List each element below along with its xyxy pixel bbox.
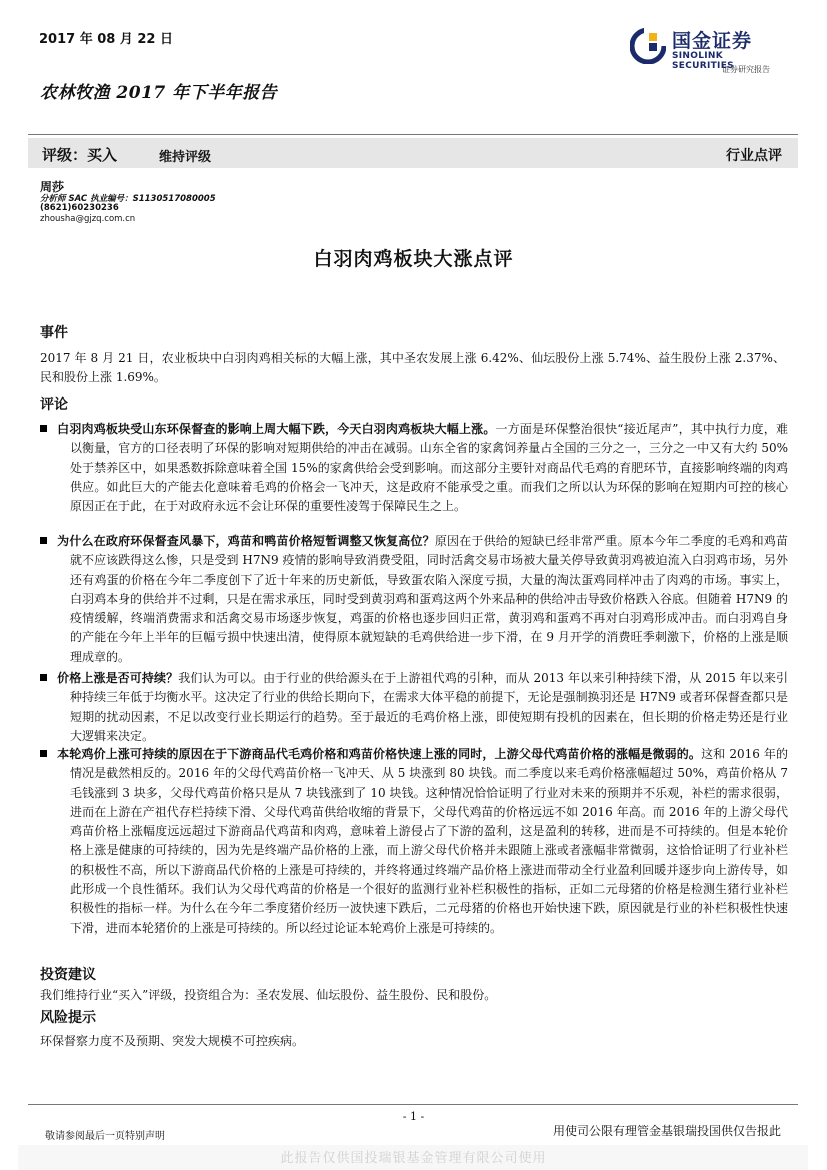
rating-bar bbox=[28, 138, 798, 168]
author-phone: (8621)60230236 bbox=[40, 203, 119, 213]
event-text: 2017 年 8 月 21 日，农业板块中白羽肉鸡相关标的大幅上涨，其中圣农发展上涨 6.42%、仙坛股份上涨 5.74%、益生股份上涨 2.37%、民和股份上涨 1.69%。 bbox=[40, 351, 785, 385]
rating-label: 评级：买入 bbox=[42, 146, 118, 164]
bullet-square-icon bbox=[40, 674, 47, 681]
report-date: 2017 年 08 月 22 日 bbox=[39, 32, 173, 47]
rating-maintain: 维持评级 bbox=[159, 150, 212, 165]
header-divider bbox=[28, 134, 798, 135]
bullet-square-icon bbox=[40, 750, 47, 757]
footer-divider bbox=[28, 1104, 798, 1105]
watermark-text: 此报告仅供国投瑞银基金管理有限公司使用 bbox=[280, 1151, 547, 1166]
report-type: 农林牧渔 2017 年下半年报告 bbox=[40, 83, 278, 103]
logo-subtitle: 证券研究报告 bbox=[722, 65, 770, 74]
invest-heading: 投资建议 bbox=[40, 967, 96, 983]
comment-heading: 评论 bbox=[40, 397, 68, 413]
author-name: 周莎 bbox=[40, 180, 65, 194]
bullet-square-icon bbox=[40, 425, 47, 432]
bullet-body: 我们认为可以。由于行业的供给源头在于上游祖代鸡的引种，而从 2013 年以来引种持续下滑，从 2015 年以来引种持续三年低于均衡水平。这决定了行业的供给长期向下，在需求大体平稳的前提下，无论是强制换羽还是 H7N9 或者环保督查都只是短期的扰动因素，不足以改变行业长期运行的趋势。至于最近的毛鸡价格上涨，即使短期有投机的因素在，但长期的价格走势还是行业大逻辑来决定。 bbox=[70, 671, 788, 743]
comment-bullet bbox=[40, 420, 788, 516]
bullet-lead: 本轮鸡价上涨可持续的原因在于下游商品代毛鸡价格和鸡苗价格快速上涨的同时，上游父母代鸡苗价格的涨幅是微弱的。 bbox=[57, 747, 702, 761]
sinolink-logo bbox=[628, 24, 788, 80]
bullet-body: 一方面是环保整治很快“接近尾声”，其中执行力度，难以衡量，官方的口径表明了环保的影响对短期供给的冲击在减弱。山东全省的家禽饲养量占全国的三分之一，三分之一中又有大约 50%处于禁养区中，如果悉数拆除意味着全国 15%的家禽供给会受到影响。而这部分主要针对商品代毛鸡的育肥环节，直接影响终端的肉鸡供应。如此巨大的产能去化意味着毛鸡的价格会一飞冲天，这是政府不能承受之重。而我们之所以认为环保的影响在短期内可控的核心原因正在于此，在于对政府永远不会让环保的重要性凌驾于保障民生之上。 bbox=[70, 422, 788, 514]
page-number: - 1 - bbox=[402, 1110, 425, 1123]
report-category: 行业点评 bbox=[726, 148, 782, 164]
risk-heading: 风险提示 bbox=[40, 1010, 96, 1026]
footer-note: 用使司公限有理管金基银瑞投国供仅告报此 bbox=[552, 1124, 781, 1138]
comment-bullet bbox=[40, 532, 788, 667]
author-email[interactable]: zhousha@gjzq.com.cn bbox=[40, 214, 136, 224]
comment-bullet bbox=[40, 745, 788, 938]
logo-text-cn: 国金证券 bbox=[672, 30, 753, 52]
invest-text: 我们维持行业“买入”评级，投资组合为：圣农发展、仙坛股份、益生股份、民和股份。 bbox=[40, 988, 497, 1002]
bullet-square-icon bbox=[40, 537, 47, 544]
comment-bullet bbox=[40, 669, 788, 746]
logo-text-en: SINOLINK SECURITIES bbox=[672, 51, 734, 71]
footer-disclaimer: 敬请参阅最后一页特别声明 bbox=[45, 1131, 165, 1142]
event-heading: 事件 bbox=[40, 325, 68, 341]
bullet-lead: 价格上涨是否可持续？ bbox=[57, 671, 179, 685]
bullet-lead: 白羽肉鸡板块受山东环保督查的影响上周大幅下跌，今天白羽肉鸡板块大幅上涨。 bbox=[57, 422, 496, 436]
analyst-id: 分析师 SAC 执业编号：S1130517080005 bbox=[40, 194, 216, 204]
page-title: 白羽肉鸡板块大涨点评 bbox=[313, 248, 514, 270]
bullet-body: 原因在于供给的短缺已经非常严重。原本今年二季度的毛鸡和鸡苗就不应该跌得这么惨，只是受到 H7N9 疫情的影响导致消费受阻，同时活禽交易市场被大量关停导致黄羽鸡被迫流入白羽鸡市场，另外还有鸡蛋的价格在今年二季度创下了近十年来的历史新低，导致蛋农陷入深度亏损，大量的淘汰蛋鸡同样冲击了肉鸡的市场。事实上，白羽鸡本身的供给并不过剩，只是在需求承压，同时受到黄羽鸡和蛋鸡这两个外来品种的供给冲击导致价格跌入谷底。但随着 H7N9 的疫情缓解，终端消费需求和活禽交易市场逐步恢复，鸡蛋的价格也逐步回归正常，黄羽鸡和蛋鸡不再对白羽鸡形成冲击。而白羽鸡自身的产能在今年上半年的巨幅亏损中快速出清，使得原本就短缺的毛鸡供给进一步下滑，在 9 月开学的消费旺季刺激下，价格的上涨是顺理成章的。 bbox=[70, 534, 788, 664]
bullet-body: 这和 2016 年的情况是截然相反的。2016 年的父母代鸡苗价格一飞冲天、从 5 块涨到 80 块钱。而二季度以来毛鸡价格涨幅超过 50%，鸡苗价格从 7 毛钱涨到 3 块多，父母代鸡苗价格只是从 7 块钱涨到了 10 块钱。这种情况恰恰证明了行业对未来的预期并不乐观，补栏的需求很弱，进而在上游在产祖代存栏持续下滑、父母代鸡苗供给收缩的背景下，父母代鸡苗的价格远远不如 2016 年高。而 2016 年的上游父母代鸡苗价格上涨幅度远远超过下游商品代鸡苗和肉鸡，意味着上游侵占了下游的盈利，这是盈利的转移，进而是不可持续的。但是本轮价格上涨是健康的可持续的，因为先是终端产品价格的上涨，而上游父母代价格并未跟随上涨或者涨幅非常微弱，这恰恰证明了行业补栏的积极性不高，所以下游商品代价格的上涨是可持续的，并终将通过终端产品价格上涨进而带动全行业盈利回暖并逐步向上游传导，如此形成一个良性循环。我们认为父母代鸡苗的价格是一个很好的监测行业补栏积极性的指标，正如二元母猪的价格是检测生猪行业补栏积极性的指标一样。为什么在今年二季度猪价经历一波快速下跌后，二元母猪的价格也开始快速下跌，原因就是行业的补栏积极性快速下滑，进而本轮猪价的上涨是可持续的。所以经过论证本轮鸡价上涨是可持续的。 bbox=[70, 747, 788, 935]
risk-text: 环保督察力度不及预期、突发大规模不可控疾病。 bbox=[40, 1034, 305, 1048]
sinolink-logo-icon bbox=[630, 28, 666, 64]
bullet-lead: 为什么在政府环保督查风暴下，鸡苗和鸭苗价格短暂调整又恢复高位？ bbox=[57, 534, 435, 548]
